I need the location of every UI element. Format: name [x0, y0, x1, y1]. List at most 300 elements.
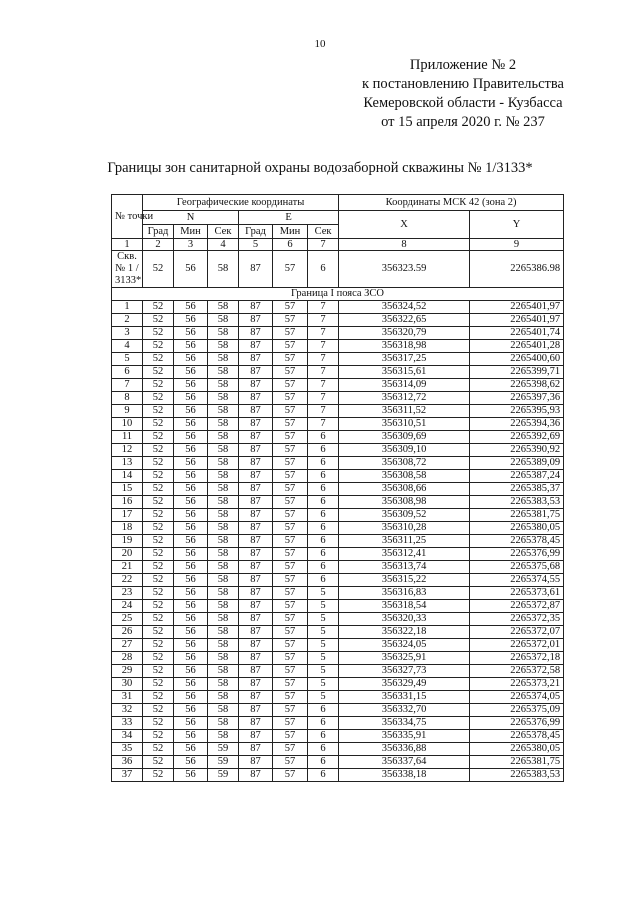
table-cell: 52 [143, 470, 174, 483]
table-cell: 356320,33 [339, 613, 470, 626]
table-cell: 52 [143, 730, 174, 743]
header-e: E [239, 211, 339, 225]
appendix-line: к постановлению Правительства [362, 76, 564, 92]
table-cell: 2265399,71 [470, 366, 564, 379]
table-cell: 11 [112, 431, 143, 444]
table-row [112, 652, 564, 665]
header-n: N [143, 211, 239, 225]
table-cell: 57 [273, 431, 308, 444]
table-cell: 58 [208, 626, 239, 639]
table-cell: 87 [239, 457, 273, 470]
document-title: Границы зон санитарной охраны водозаборной скважины № 1/3133* [107, 160, 533, 176]
table-cell: 7 [308, 392, 339, 405]
table-cell: 58 [208, 366, 239, 379]
table-cell: 2265380,05 [470, 743, 564, 756]
table-cell: 2265381,75 [470, 509, 564, 522]
table-cell: 87 [239, 483, 273, 496]
table-cell: 2265401,97 [470, 301, 564, 314]
table-cell: 52 [143, 444, 174, 457]
table-cell: 23 [112, 587, 143, 600]
table-cell: 56 [174, 548, 208, 561]
table-cell: 2265383,53 [470, 496, 564, 509]
table-cell: 56 [174, 314, 208, 327]
table-cell: 58 [208, 251, 239, 288]
table-cell: 356322,18 [339, 626, 470, 639]
table-cell: 6 [308, 483, 339, 496]
table-cell: 24 [112, 600, 143, 613]
table-cell: 87 [239, 639, 273, 652]
table-cell: 87 [239, 626, 273, 639]
table-cell: 58 [208, 717, 239, 730]
table-cell: 52 [143, 251, 174, 288]
table-cell: 2265374,55 [470, 574, 564, 587]
table-cell: 356334,75 [339, 717, 470, 730]
table-row [112, 392, 564, 405]
table-cell: 5 [308, 652, 339, 665]
table-cell: 57 [273, 678, 308, 691]
table-cell: 6 [308, 548, 339, 561]
table-cell: 87 [239, 353, 273, 366]
table-cell: 87 [239, 522, 273, 535]
table-cell: 52 [143, 457, 174, 470]
table-cell: 56 [174, 691, 208, 704]
table-row [112, 405, 564, 418]
table-cell: 5 [308, 639, 339, 652]
table-cell: 2265373,21 [470, 678, 564, 691]
table-cell: 57 [273, 730, 308, 743]
table-cell: 56 [174, 665, 208, 678]
table-cell: 57 [273, 366, 308, 379]
table-cell: 6 [308, 756, 339, 769]
table-cell: 52 [143, 405, 174, 418]
table-cell: 87 [239, 678, 273, 691]
table-row [112, 704, 564, 717]
table-cell: 56 [174, 379, 208, 392]
table-cell: 2265375,09 [470, 704, 564, 717]
table-row [112, 301, 564, 314]
table-row [112, 379, 564, 392]
table-cell: 25 [112, 613, 143, 626]
table-cell: 356309,52 [339, 509, 470, 522]
table-cell: 87 [239, 548, 273, 561]
table-cell: 6 [308, 574, 339, 587]
table-cell: 2265386.98 [470, 251, 564, 288]
table-cell: 56 [174, 327, 208, 340]
table-cell: 2265380,05 [470, 522, 564, 535]
table-row [112, 730, 564, 743]
table-cell: 58 [208, 431, 239, 444]
table-cell: 2265389,09 [470, 457, 564, 470]
table-cell: 26 [112, 626, 143, 639]
belt-label: Граница I пояса ЗСО [112, 288, 564, 301]
table-cell: 56 [174, 353, 208, 366]
table-cell: 87 [239, 431, 273, 444]
header-geo-coordinates: Географические координаты [143, 195, 339, 211]
table-cell: 56 [174, 509, 208, 522]
table-row [112, 587, 564, 600]
table-cell: 52 [143, 561, 174, 574]
table-cell: 2265392,69 [470, 431, 564, 444]
header-point-number: № точки [112, 195, 143, 239]
table-cell: 18 [112, 522, 143, 535]
appendix-block [362, 56, 564, 132]
table-cell: 356308,66 [339, 483, 470, 496]
table-cell: 57 [273, 509, 308, 522]
table-cell: 356318,98 [339, 340, 470, 353]
table-cell: 6 [308, 431, 339, 444]
belt-row [112, 288, 564, 301]
column-number: 2 [143, 239, 174, 251]
table-cell: 52 [143, 652, 174, 665]
table-row [112, 769, 564, 782]
table-cell: 2265376,99 [470, 548, 564, 561]
table-cell: 52 [143, 756, 174, 769]
table-row [112, 340, 564, 353]
table-cell: 87 [239, 379, 273, 392]
table-cell: 87 [239, 314, 273, 327]
table-cell: 2265383,53 [470, 769, 564, 782]
table-cell: 58 [208, 665, 239, 678]
table-row [112, 418, 564, 431]
table-cell: 56 [174, 418, 208, 431]
table-row [112, 483, 564, 496]
appendix-line: от 15 апреля 2020 г. № 237 [381, 114, 545, 130]
table-cell: 56 [174, 561, 208, 574]
table-cell: 56 [174, 301, 208, 314]
table-cell: 57 [273, 717, 308, 730]
table-row [112, 639, 564, 652]
table-cell: 356309,10 [339, 444, 470, 457]
table-cell: 56 [174, 639, 208, 652]
coordinates-table [111, 194, 564, 782]
table-cell: 87 [239, 587, 273, 600]
table-cell: 13 [112, 457, 143, 470]
table-cell: 58 [208, 704, 239, 717]
table-cell: 59 [208, 769, 239, 782]
column-number: 8 [339, 239, 470, 251]
table-cell: 58 [208, 301, 239, 314]
table-cell: 356310,51 [339, 418, 470, 431]
header-x: X [339, 211, 470, 239]
table-cell: 15 [112, 483, 143, 496]
table-cell: 87 [239, 561, 273, 574]
table-cell: 35 [112, 743, 143, 756]
table-cell: 56 [174, 431, 208, 444]
table-cell: 52 [143, 314, 174, 327]
table-cell: 356329,49 [339, 678, 470, 691]
table-cell: 52 [143, 535, 174, 548]
table-cell: 56 [174, 496, 208, 509]
table-cell: 58 [208, 418, 239, 431]
table-cell: 52 [143, 678, 174, 691]
table-cell: 87 [239, 470, 273, 483]
table-cell: 2265378,45 [470, 535, 564, 548]
table-cell: 56 [174, 730, 208, 743]
table-cell: 87 [239, 756, 273, 769]
table-cell: 58 [208, 470, 239, 483]
table-cell: 28 [112, 652, 143, 665]
table-cell: 87 [239, 509, 273, 522]
table-cell: 57 [273, 418, 308, 431]
table-cell: 34 [112, 730, 143, 743]
table-cell: 52 [143, 691, 174, 704]
header-n-min: Мин [174, 225, 208, 239]
table-cell: 52 [143, 613, 174, 626]
table-cell: 87 [239, 251, 273, 288]
table-cell: 56 [174, 626, 208, 639]
header-e-sec: Сек [308, 225, 339, 239]
table-cell: 56 [174, 652, 208, 665]
table-row [112, 431, 564, 444]
table-cell: 57 [273, 626, 308, 639]
table-cell: 57 [273, 600, 308, 613]
table-body [112, 251, 564, 782]
table-cell: 356308,72 [339, 457, 470, 470]
page-number: 10 [314, 38, 326, 50]
table-cell: 17 [112, 509, 143, 522]
table-cell: 57 [273, 301, 308, 314]
header-e-min: Мин [273, 225, 308, 239]
table-cell: 7 [308, 301, 339, 314]
column-number: 3 [174, 239, 208, 251]
table-cell: 58 [208, 353, 239, 366]
table-cell: 58 [208, 548, 239, 561]
table-cell: 356335,91 [339, 730, 470, 743]
table-cell: 87 [239, 496, 273, 509]
table-cell: 52 [143, 548, 174, 561]
table-cell: 5 [308, 665, 339, 678]
table-cell: 5 [308, 691, 339, 704]
table-cell: 56 [174, 613, 208, 626]
table-cell: 56 [174, 704, 208, 717]
table-cell: 57 [273, 444, 308, 457]
table-cell: 57 [273, 314, 308, 327]
table-cell: 52 [143, 574, 174, 587]
table-cell: 58 [208, 509, 239, 522]
table-cell: 87 [239, 691, 273, 704]
table-row [112, 327, 564, 340]
table-cell: 8 [112, 392, 143, 405]
table-cell: 56 [174, 470, 208, 483]
table-cell: 6 [308, 561, 339, 574]
table-cell: 2265385,37 [470, 483, 564, 496]
table-cell: 58 [208, 574, 239, 587]
table-cell: 356327,73 [339, 665, 470, 678]
table-row [112, 535, 564, 548]
table-cell: 57 [273, 392, 308, 405]
table-cell: 57 [273, 340, 308, 353]
table-cell: 6 [308, 496, 339, 509]
table-cell: 52 [143, 327, 174, 340]
table-row [112, 509, 564, 522]
table-cell: 356336,88 [339, 743, 470, 756]
table-cell: 2265378,45 [470, 730, 564, 743]
table-cell: 52 [143, 431, 174, 444]
table-cell: 58 [208, 587, 239, 600]
table-cell: 57 [273, 639, 308, 652]
table-cell: 356312,72 [339, 392, 470, 405]
table-cell: 87 [239, 717, 273, 730]
table-cell: 5 [308, 587, 339, 600]
table-cell: 7 [112, 379, 143, 392]
table-cell: 27 [112, 639, 143, 652]
table-cell: 2 [112, 314, 143, 327]
table-cell: 7 [308, 314, 339, 327]
table-cell: 57 [273, 379, 308, 392]
table-cell: 56 [174, 251, 208, 288]
table-cell: 87 [239, 600, 273, 613]
table-cell: 1 [112, 301, 143, 314]
table-row [112, 626, 564, 639]
table-cell: 57 [273, 665, 308, 678]
table-cell: 356313,74 [339, 561, 470, 574]
table-cell: 52 [143, 522, 174, 535]
table-cell: 56 [174, 587, 208, 600]
table-cell: 57 [273, 743, 308, 756]
table-cell: 356325,91 [339, 652, 470, 665]
table-cell: 87 [239, 340, 273, 353]
appendix-line: Кемеровской области - Кузбасса [363, 95, 563, 111]
table-cell: 6 [308, 535, 339, 548]
table-cell: 6 [308, 509, 339, 522]
table-cell: 19 [112, 535, 143, 548]
table-cell: 36 [112, 756, 143, 769]
table-cell: 58 [208, 340, 239, 353]
table-cell: 29 [112, 665, 143, 678]
table-cell: 52 [143, 509, 174, 522]
table-cell: 2265373,61 [470, 587, 564, 600]
table-row [112, 600, 564, 613]
table-row [112, 743, 564, 756]
table-cell: 2265376,99 [470, 717, 564, 730]
table-cell: 58 [208, 613, 239, 626]
table-cell: 52 [143, 743, 174, 756]
table-cell: 6 [308, 717, 339, 730]
table-cell: 356310,28 [339, 522, 470, 535]
table-cell: 16 [112, 496, 143, 509]
table-cell: 87 [239, 613, 273, 626]
table-cell: 356318,54 [339, 600, 470, 613]
table-cell: 37 [112, 769, 143, 782]
table-cell: 6 [308, 444, 339, 457]
table-cell: 57 [273, 561, 308, 574]
table-cell: 7 [308, 340, 339, 353]
table-cell: 52 [143, 418, 174, 431]
table-cell: 57 [273, 652, 308, 665]
table-cell: 2265394,36 [470, 418, 564, 431]
table-row [112, 366, 564, 379]
table-cell: 58 [208, 444, 239, 457]
table-cell: 52 [143, 340, 174, 353]
table-cell: 6 [308, 769, 339, 782]
table-cell: 58 [208, 639, 239, 652]
table-cell: 57 [273, 353, 308, 366]
table-cell: 2265390,92 [470, 444, 564, 457]
table-row [112, 457, 564, 470]
table-cell: 356312,41 [339, 548, 470, 561]
table-cell: 6 [308, 457, 339, 470]
table-cell: 58 [208, 730, 239, 743]
table-cell: 7 [308, 379, 339, 392]
table-cell: 2265372,18 [470, 652, 564, 665]
column-number: 6 [273, 239, 308, 251]
table-row [112, 470, 564, 483]
table-cell: 57 [273, 457, 308, 470]
table-cell: 356324,05 [339, 639, 470, 652]
table-cell: 2265400,60 [470, 353, 564, 366]
table-cell: 56 [174, 340, 208, 353]
table-cell: 56 [174, 769, 208, 782]
table-cell: 356314,09 [339, 379, 470, 392]
table-cell: 57 [273, 483, 308, 496]
column-number: 7 [308, 239, 339, 251]
table-cell: 2265372,58 [470, 665, 564, 678]
table-row [112, 561, 564, 574]
table-row [112, 691, 564, 704]
table-cell: 6 [308, 730, 339, 743]
table-cell: 5 [112, 353, 143, 366]
table-cell: 7 [308, 405, 339, 418]
table-cell: 57 [273, 691, 308, 704]
column-number: 5 [239, 239, 273, 251]
table-cell: 58 [208, 652, 239, 665]
table-cell: 2265381,75 [470, 756, 564, 769]
table-cell: 56 [174, 678, 208, 691]
table-cell: 52 [143, 587, 174, 600]
table-cell: 56 [174, 756, 208, 769]
table-cell: 356308,98 [339, 496, 470, 509]
table-cell: 6 [308, 743, 339, 756]
table-cell: 2265372,87 [470, 600, 564, 613]
table-cell: 21 [112, 561, 143, 574]
table-cell: 5 [308, 626, 339, 639]
table-cell: 56 [174, 574, 208, 587]
table-cell: 2265372,35 [470, 613, 564, 626]
table-cell: 2265372,07 [470, 626, 564, 639]
table-cell: 2265401,74 [470, 327, 564, 340]
table-cell: 356311,25 [339, 535, 470, 548]
table-cell: 2265401,97 [470, 314, 564, 327]
table-cell: 356331,15 [339, 691, 470, 704]
table-cell: 87 [239, 444, 273, 457]
table-cell: 356309,69 [339, 431, 470, 444]
table-row [112, 665, 564, 678]
table-cell: 58 [208, 678, 239, 691]
table-cell: 56 [174, 392, 208, 405]
header-n-grad: Град [143, 225, 174, 239]
table-cell: 57 [273, 587, 308, 600]
table-cell: 58 [208, 691, 239, 704]
table-cell: 57 [273, 613, 308, 626]
table-cell: 57 [273, 548, 308, 561]
table-cell: 9 [112, 405, 143, 418]
table-cell: 87 [239, 366, 273, 379]
table-row [112, 444, 564, 457]
table-cell: 52 [143, 366, 174, 379]
table-cell: 52 [143, 496, 174, 509]
table-cell: 356315,22 [339, 574, 470, 587]
table-cell: 87 [239, 743, 273, 756]
table-cell: 2265375,68 [470, 561, 564, 574]
header-n-sec: Сек [208, 225, 239, 239]
table-cell: 356338,18 [339, 769, 470, 782]
table-cell: 356311,52 [339, 405, 470, 418]
table-row [112, 756, 564, 769]
table-cell: 356324,52 [339, 301, 470, 314]
table-cell: 356323.59 [339, 251, 470, 288]
table-cell: 58 [208, 457, 239, 470]
table-cell: 56 [174, 600, 208, 613]
